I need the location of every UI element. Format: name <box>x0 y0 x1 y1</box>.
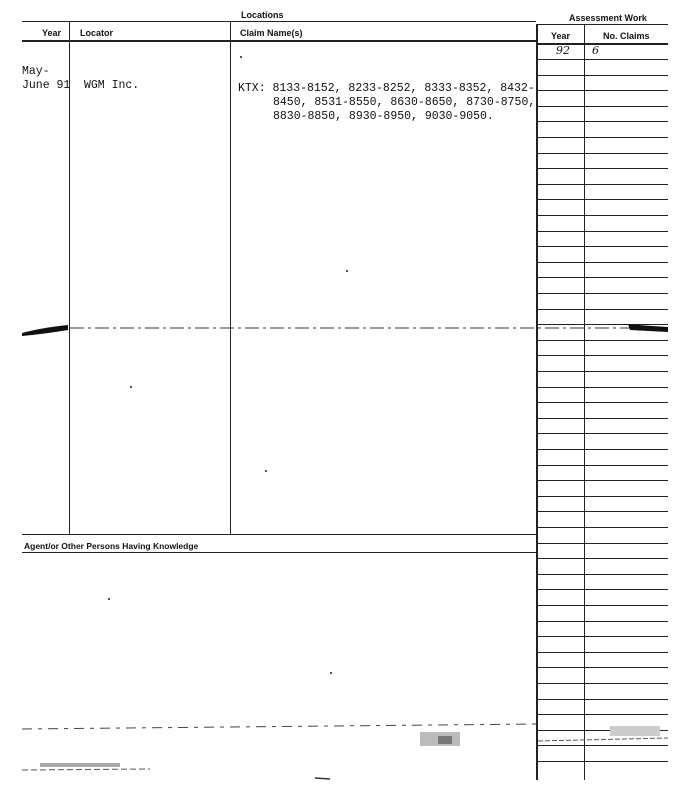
locations-label: Locations <box>241 10 284 20</box>
speck <box>330 672 332 674</box>
speck <box>610 726 660 736</box>
col-header-year: Year <box>42 28 62 38</box>
col-header-aw-year: Year <box>551 31 571 41</box>
entry-locator: WGM Inc. <box>84 79 140 92</box>
col-header-aw-claims: No. Claims <box>603 31 650 41</box>
entry-claims-line2: 8450, 8531-8550, 8630-8650, 8730-8750, <box>273 96 536 109</box>
col-header-locator: Locator <box>80 28 114 38</box>
speck <box>346 270 348 272</box>
assessment-year-value: 92 <box>556 44 570 57</box>
entry-year-line1: May- <box>22 65 50 78</box>
assessment-work-label: Assessment Work <box>569 13 647 23</box>
right-marker-stroke <box>628 324 668 332</box>
entry-claims-line3: 8830-8850, 8930-8950, 9030-9050. <box>273 110 494 123</box>
entry-year-line2: June 91 <box>22 79 71 92</box>
bottom-dashed-line-1 <box>22 724 536 729</box>
speck <box>130 386 132 388</box>
col-header-claim-names: Claim Name(s) <box>240 28 303 38</box>
left-marker-stroke <box>22 325 68 336</box>
assessment-claims-value: 6 <box>592 44 599 57</box>
bottom-dashed-line-2 <box>22 769 150 770</box>
speck <box>265 470 267 472</box>
speck <box>108 598 110 600</box>
agent-section-label: Agent/or Other Persons Having Knowledge <box>24 541 199 551</box>
speck <box>40 763 120 767</box>
speck <box>438 736 452 744</box>
speck <box>240 56 242 58</box>
aw-overlay-dash <box>538 738 668 741</box>
entry-claims-line1: KTX: 8133-8152, 8233-8252, 8333-8352, 8432- <box>238 82 535 95</box>
bottom-short-stroke <box>315 778 330 779</box>
